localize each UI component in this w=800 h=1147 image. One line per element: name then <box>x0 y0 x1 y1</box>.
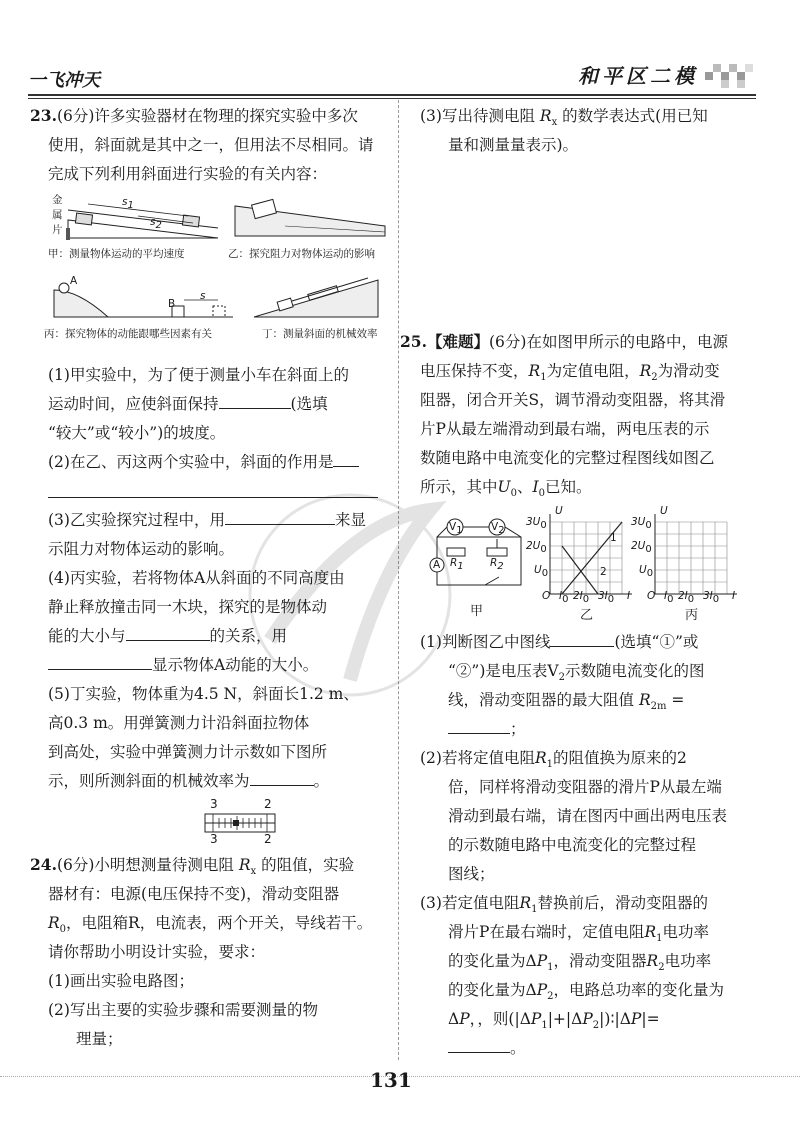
answer-blank[interactable] <box>219 392 291 409</box>
graph-yi-origin: O <box>542 590 551 602</box>
q24-sub2-line2: 理量； <box>76 1030 123 1048</box>
label-s: s <box>200 290 206 302</box>
graph-yi-x2: $2I_0$ <box>573 590 590 606</box>
scale-label-2-bottom: 2 <box>264 832 272 846</box>
label-pian: 片 <box>52 224 63 236</box>
q23-sub3-line2: 示阻力对物体运动的影响。 <box>48 540 235 558</box>
caption-graph-yi: 乙 <box>580 608 594 623</box>
q25-line6: 所示，其中$U_0$、$I_0$已知。 <box>420 478 592 500</box>
q25-sub3-line6: 。 <box>448 1036 526 1058</box>
label-s1: $s_1$ <box>122 196 134 212</box>
scale-label-3-top: 3 <box>210 797 218 811</box>
q25-sub1-line1: (1)判断图乙中图线 (选填“①”或 <box>420 630 698 652</box>
graph-yi-y3: $3U_0$ <box>526 516 547 532</box>
meter-v1: $V_1$ <box>449 521 463 537</box>
q24-line2: 器材有：电源(电压保持不变)，滑动变阻器 <box>48 885 340 903</box>
meter-v2: $V_2$ <box>491 521 505 537</box>
graph-yi-line2-label: 2 <box>600 566 607 578</box>
answer-blank[interactable] <box>448 1036 510 1053</box>
q23-sub2-line1: (2)在乙、丙这两个实验中，斜面的作用是 <box>48 450 359 472</box>
answer-blank[interactable] <box>225 508 335 525</box>
answer-blank[interactable] <box>550 630 614 647</box>
graph-yi-x3: $3I_0$ <box>598 590 615 606</box>
caption-ding: 丁：测量斜面的机械效率 <box>262 328 378 340</box>
graph-yi-y2: $2U_0$ <box>526 540 547 556</box>
answer-blank[interactable] <box>48 481 378 498</box>
graph-bing-origin: O <box>647 590 656 602</box>
label-A: A <box>70 275 78 287</box>
scale-label-2-top: 2 <box>264 797 272 811</box>
q25-sub2-line1: (2)若将定值电阻$R_1$的阻值换为原来的2 <box>420 749 687 771</box>
q23-line1: 23.(6分)许多实验器材在物理的探究实验中多次 <box>30 106 358 125</box>
q25-sub3-line5: ΔP，，则$(|\Delta P_1|+|\Delta P_2|)∶|\Delta P|=$ <box>448 1010 660 1032</box>
q23-sub4-line4: 显示物体A动能的大小。 <box>48 653 318 675</box>
answer-blank[interactable] <box>250 769 314 786</box>
q25-sub2-line4: 的示数随电路中电流变化的完整过程 <box>448 836 697 854</box>
q24-line1: 24.(6分)小明想测量待测电阻 $R_x$ 的阻值，实验 <box>30 855 355 878</box>
graph-yi-u-axis: U <box>555 505 563 517</box>
caption-graph-bing: 丙 <box>685 608 699 623</box>
q23-sub5-line2: 高0.3 m。用弹簧测力计沿斜面拉物体 <box>48 714 310 732</box>
figure-ding-incline <box>248 272 388 324</box>
resistor-r1: $R_1$ <box>450 557 464 573</box>
scale-label-3-bottom: 3 <box>210 832 218 846</box>
graph-yi-line1-label: 1 <box>610 532 617 544</box>
caption-yi: 乙：探究阻力对物体运动的影响 <box>228 248 375 260</box>
graph-bing-x1: $I_0$ <box>664 590 674 606</box>
q25-sub1-line2: “②”)是电压表$V_2$示数随电流变化的图 <box>448 662 705 684</box>
label-B: B <box>168 298 176 310</box>
graph-bing-x2: $2I_0$ <box>678 590 695 606</box>
graph-bing-y2: $2U_0$ <box>631 540 652 556</box>
graph-yi-y1: $U_0$ <box>534 564 549 580</box>
q23-sub1-line1: (1)甲实验中，为了便于测量小车在斜面上的 <box>48 366 349 384</box>
q23-sub5-line1: (5)丁实验，物体重为4.5 N，斜面长1.2 m、 <box>48 685 359 703</box>
graph-bing-i-axis: I <box>732 590 736 602</box>
q23-sub1-line3: “较大”或“较小”)的坡度。 <box>48 424 226 442</box>
label-jin: 金 <box>52 194 63 206</box>
q23-sub3-line1: (3)乙实验探究过程中，用 来显 <box>48 508 366 530</box>
graph-yi-i-axis: I <box>627 590 631 602</box>
q23-sub5-line3: 到高处，实验中弹簧测力计示数如下图所 <box>48 743 328 761</box>
q25-line1: 25.【难题】(6分)在如图甲所示的电路中，电源 <box>400 332 728 351</box>
q25-sub2-line3: 滑动到最右端，请在图丙中画出两电压表 <box>448 807 728 825</box>
q25-sub1-line4: ； <box>448 717 526 739</box>
graph-bing-y1: $U_0$ <box>639 564 654 580</box>
q24-sub1: (1)画出实验电路图； <box>48 972 194 990</box>
caption-bing: 丙：探究物体的动能跟哪些因素有关 <box>44 328 212 340</box>
q25-line2: 电压保持不变，$R_1$为定值电阻，$R_2$为滑动变 <box>420 362 720 384</box>
caption-circuit-jia: 甲 <box>470 604 484 619</box>
q23-sub5-line4: 示，则所测斜面的机械效率为 。 <box>48 769 329 791</box>
graph-bing-y3: $3U_0$ <box>631 516 652 532</box>
page-number: 131 <box>370 1068 412 1092</box>
q23-line2: 使用，斜面就是其中之一，但用法不尽相同。请 <box>48 136 374 154</box>
q24-sub3-line2: 量和测量量表示)。 <box>448 136 579 154</box>
q25-sub1-line3: 线，滑动变阻器的最大阻值 $R_{2m}$ = <box>448 691 685 713</box>
q25-sub3-line1: (3)若定值电阻$R_1$替换前后，滑动变阻器的 <box>420 894 709 916</box>
graph-bing-u-axis: U <box>660 505 668 517</box>
q24-sub3-line1: (3)写出待测电阻 $R_x$ 的数学表达式(用已知 <box>420 107 708 129</box>
caption-jia: 甲：测量物体运动的平均速度 <box>48 248 185 260</box>
q25-line4: 片P从最左端滑动到最右端，两电压表的示 <box>420 420 710 438</box>
q24-sub2-line1: (2)写出主要的实验步骤和需要测量的物 <box>48 1001 318 1019</box>
answer-blank[interactable] <box>333 450 359 467</box>
header-brand: 一飞冲天 <box>28 70 100 91</box>
resistor-r2: $R_2$ <box>490 557 504 573</box>
q25-sub3-line4: 的变化量为$\Delta P_2$，电路总功率的变化量为 <box>448 981 725 1003</box>
figure-yi-incline <box>225 196 390 248</box>
label-shu: 属 <box>52 209 63 221</box>
q25-sub3-line3: 的变化量为$\Delta P_1$，滑动变阻器$R_2$电功率 <box>448 952 712 974</box>
q23-line3: 完成下列利用斜面进行实验的有关内容： <box>48 165 328 183</box>
q25-sub3-line2: 滑片P在最右端时，定值电阻$R_1$电功率 <box>448 923 709 945</box>
q24-line3: $R_0$，电阻箱R，电流表，两个开关，导线若干。 <box>48 914 373 936</box>
header-checker-decoration <box>705 60 753 90</box>
circuit-diagram-jia <box>425 515 525 595</box>
answer-blank[interactable] <box>126 624 210 641</box>
q23-sub4-line3: 能的大小与 的关系，用 <box>48 624 287 646</box>
answer-blank[interactable] <box>48 653 152 670</box>
header-rule <box>28 94 756 99</box>
q24-line4: 请你帮助小明设计实验，要求： <box>48 943 266 961</box>
graph-yi-x1: $I_0$ <box>559 590 569 606</box>
q25-sub2-line2: 倍，同样将滑动变阻器的滑片P从最左端 <box>448 778 722 796</box>
q23-sub1-line2: 运动时间，应使斜面保持 (选填 <box>48 392 328 414</box>
label-s2: $s_2$ <box>150 216 162 232</box>
header-title: 和平区二模 <box>578 64 698 88</box>
graph-bing-x3: $3I_0$ <box>703 590 720 606</box>
q25-sub2-line5: 图线； <box>448 865 495 883</box>
answer-blank[interactable] <box>448 717 510 734</box>
q25-line3: 阻器，闭合开关S，调节滑动变阻器，将其滑 <box>420 391 726 409</box>
q23-sub4-line2: 静止释放撞击同一木块，探究的是物体动 <box>48 598 328 616</box>
meter-a: A <box>433 559 441 571</box>
q23-sub4-line1: (4)丙实验，若将物体A从斜面的不同高度由 <box>48 569 345 587</box>
q25-line5: 数随电路中电流变化的完整过程图线如图乙 <box>420 449 715 467</box>
